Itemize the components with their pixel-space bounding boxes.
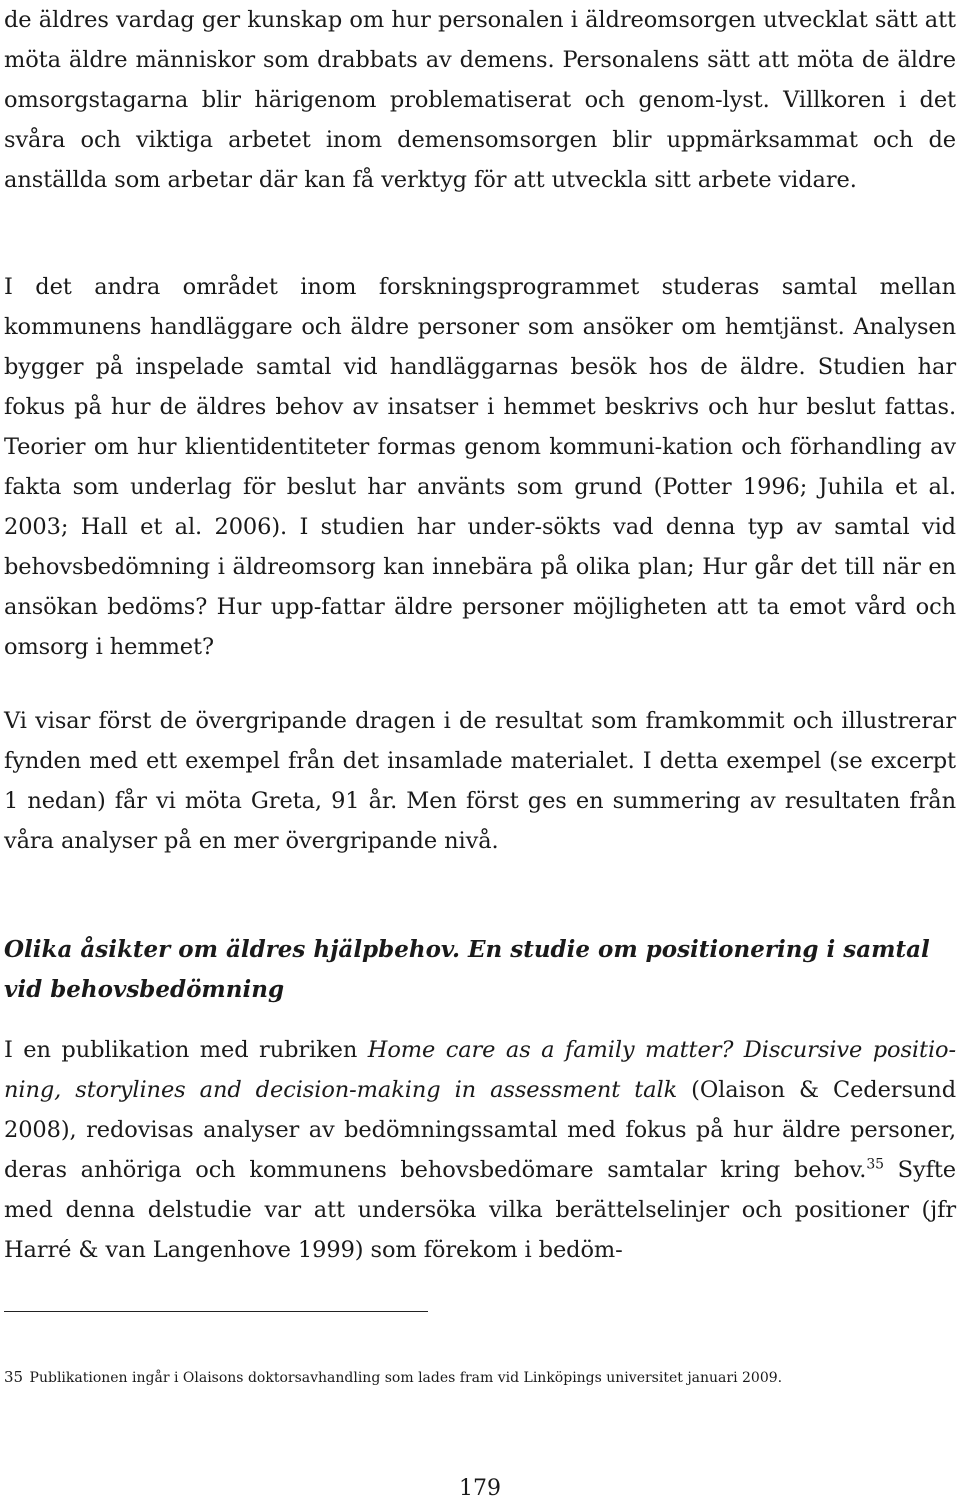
paragraph-4-rest: Syfte med denna delstudie var att undersöka vilka berättelselinjer och positioner (jfr Harré & van Langenhove 1999) som förekom i bedöm- [4, 1157, 956, 1263]
footnote-reference[interactable]: 35 [866, 1156, 884, 1173]
footnote-separator [4, 1311, 428, 1312]
publication-title: Home care as a family matter? Discursive positio-ning, storylines and decision-making in assessment talk [4, 1037, 956, 1103]
page-number: 179 [459, 1476, 501, 1501]
document-page [4, 0, 956, 1505]
paragraph-4-after-title: (Olaison & Cedersund 2008), redovisas analyser av bedömningssamtal med fokus på hur äldre personer, deras anhöriga och kommunens behovsbedömare samtalar kring behov. [4, 1077, 956, 1183]
footnote-text: Publikationen ingår i Olaisons doktorsavhandling som lades fram vid Linköpings universitet januari 2009. [25, 1370, 783, 1386]
footnote-number: 35 [4, 1368, 24, 1386]
body-paragraph-1: de äldres vardag ger kunskap om hur personalen i äldreomsorgen utvecklat sätt att möta äldre människor som drabbats av demens. Personalens sätt att möta de äldre omsorgstagarna blir härigenom problematiserat och genom-lyst. Villkoren i det svåra och viktiga arbetet inom demensomsorgen blir uppmärksammat och de anställda som arbetar där kan få verktyg för att utveckla sitt arbete vidare. [4, 7, 956, 193]
footnote [4, 1367, 956, 1388]
body-paragraph-4 [4, 1030, 956, 1270]
body-paragraph-2: I det andra området inom forskningsprogrammet studeras samtal mellan kommunens handläggare och äldre personer som ansöker om hemtjänst. Analysen bygger på inspelade samtal vid handläggarnas besök hos de äldre. Studien har fokus på hur de äldres behov av insatser i hemmet beskrivs och hur beslut fattas. Teorier om hur klientidentiteter formas genom kommuni-kation och förhandling av fakta som underlag för beslut har använts som grund (Potter 1996; Juhila et al. 2003; Hall et al. 2006). I studien har under-sökts vad denna typ av samtal vid behovsbedömning i äldreomsorg kan innebära på olika plan; Hur går det till när en ansökan bedöms? Hur upp-fattar äldre personer möjligheten att ta emot vård och omsorg i hemmet? [4, 274, 956, 660]
section-heading: Olika åsikter om äldres hjälpbehov. En studie om positionering i samtal vid behovsbedömning [4, 936, 930, 1003]
body-paragraph-3: Vi visar först de övergripande dragen i de resultat som framkommit och illustrerar fynden med ett exempel från det insamlade materialet. I detta exempel (se excerpt 1 nedan) får vi möta Greta, 91 år. Men först ges en summering av resultaten från våra analyser på en mer övergripande nivå. [4, 708, 956, 854]
paragraph-4-intro: I en publikation med rubriken [4, 1037, 368, 1063]
